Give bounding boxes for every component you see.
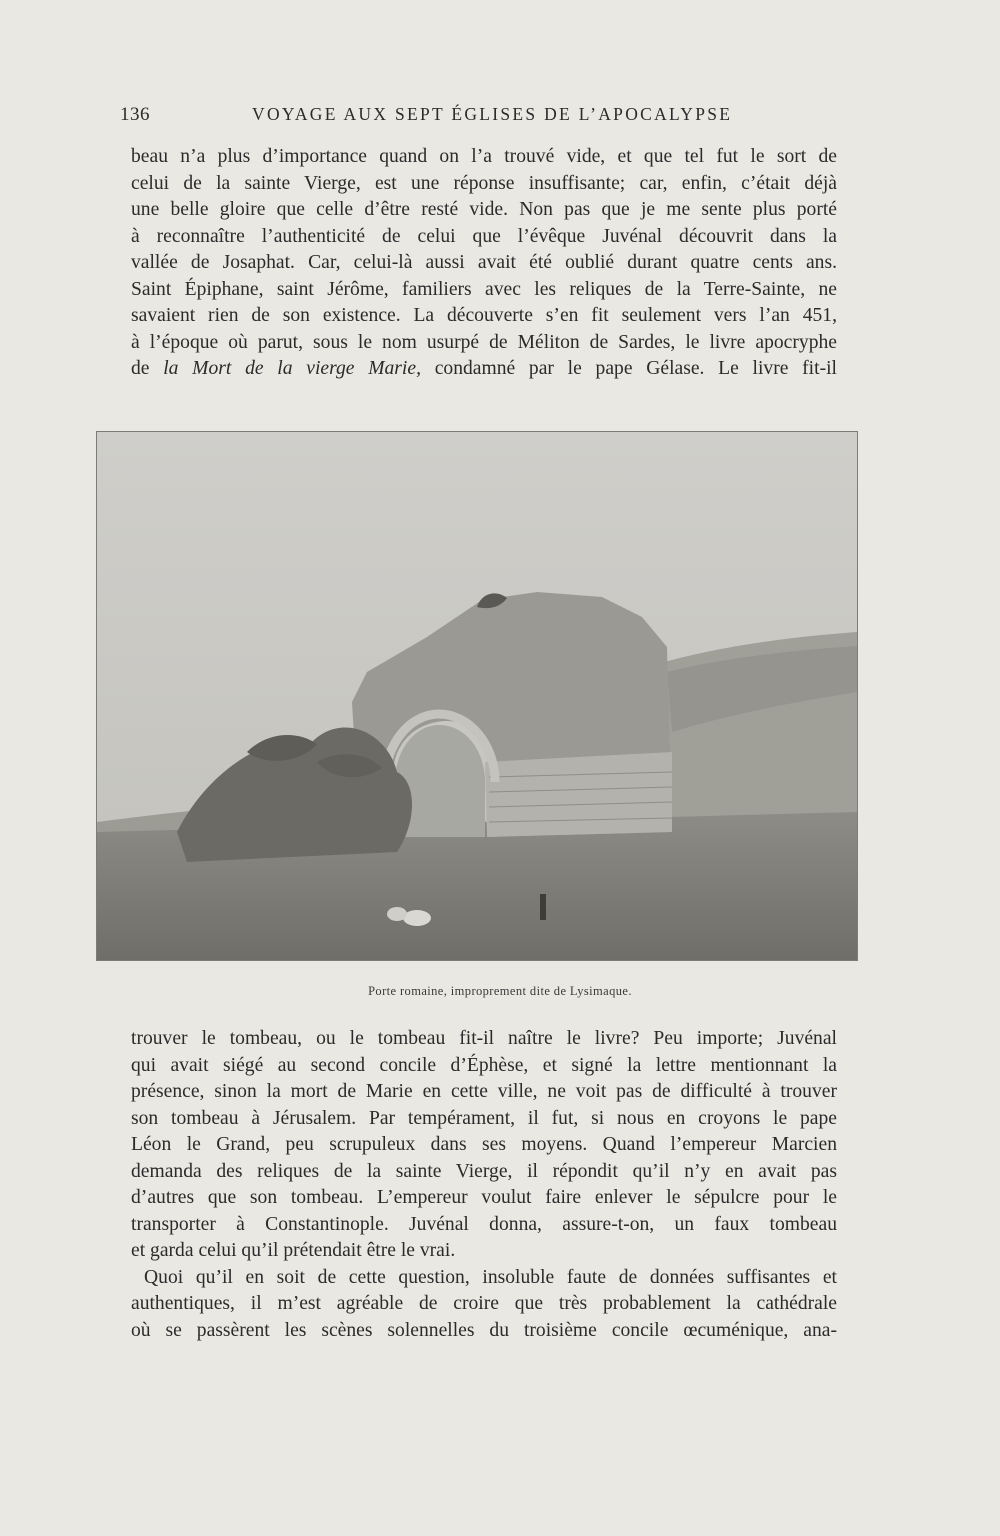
paragraph — [131, 1265, 837, 1345]
photograph-roman-gate — [96, 431, 858, 961]
text-line: d’autres que son tombeau. L’empereur voulut faire enlever le sépulcre pour le — [131, 1187, 837, 1208]
text-line: son tombeau à Jérusalem. Par tempérament, il fut, si nous en croyons le pape — [131, 1107, 837, 1129]
text-line: qui avait siégé au second concile d’Éphèse, et signé la lettre mentionnant la — [131, 1054, 837, 1076]
text-line: Saint Épiphane, saint Jérôme, familiers avec les reliques de la Terre-Sainte, ne — [131, 278, 837, 300]
page-number: 136 — [120, 104, 150, 125]
text-line: à l’époque où parut, sous le nom usurpé de Méliton de Sardes, le livre apocryphe — [131, 331, 837, 353]
text-line: transporter à Constantinople. Juvénal donna, assure-t-on, un faux tombeau — [131, 1213, 837, 1235]
text-line: Quoi qu’il en soit de cette question, insoluble faute de données suffisantes et — [144, 1266, 837, 1288]
text-line-with-title — [131, 356, 837, 383]
text-line: où se passèrent les scènes solennelles du troisième concile œcuménique, ana- — [131, 1319, 837, 1341]
running-title: VOYAGE AUX SEPT ÉGLISES DE L’APOCALYPSE — [252, 104, 733, 124]
text-line: Léon le Grand, peu scrupuleux dans ses moyens. Quand l’empereur Marcien — [131, 1134, 837, 1155]
paragraph — [131, 1026, 837, 1265]
text-fragment: de — [131, 358, 164, 379]
text-line: authentiques, il m’est agréable de croire que très probablement la cathédrale — [131, 1293, 837, 1314]
text-line: et garda celui qu’il prétendait être le vrai. — [131, 1240, 456, 1261]
text-line: à reconnaître l’authenticité de celui que l’évêque Juvénal découvrit dans la — [131, 225, 837, 247]
text-line: une belle gloire que celle d’être resté vide. Non pas que je me sente plus porté — [131, 199, 837, 220]
top-text-block — [131, 144, 837, 383]
text-line: vallée de Josaphat. Car, celui-là aussi avait été oublié durant quatre cents ans. — [131, 252, 837, 273]
figure-caption: Porte romaine, improprement dite de Lysimaque. — [368, 984, 632, 998]
photograph-image — [97, 432, 857, 960]
book-title: la Mort de la vierge Marie, — [163, 358, 421, 379]
text-line: présence, sinon la mort de Marie en cette ville, ne voit pas de difficulté à trouver — [131, 1081, 837, 1102]
text-line: beau n’a plus d’importance quand on l’a trouvé vide, et que tel fut le sort de — [131, 146, 837, 167]
text-line: celui de la sainte Vierge, est une réponse insuffisante; car, enfin, c’était déjà — [131, 172, 837, 194]
text-fragment: condamné par le pape Gélase. Le livre fit-il — [420, 358, 837, 379]
text-line: demanda des reliques de la sainte Vierge, il répondit qu’il n’y en avait pas — [131, 1160, 837, 1182]
text-line: trouver le tombeau, ou le tombeau fit-il naître le livre? Peu importe; Juvénal — [131, 1028, 837, 1049]
page-header — [120, 104, 840, 134]
bottom-text-block — [131, 1026, 837, 1344]
text-line: savaient rien de son existence. La découverte s’en fit seulement vers l’an 451, — [131, 305, 837, 326]
paragraph-continued — [131, 144, 837, 383]
